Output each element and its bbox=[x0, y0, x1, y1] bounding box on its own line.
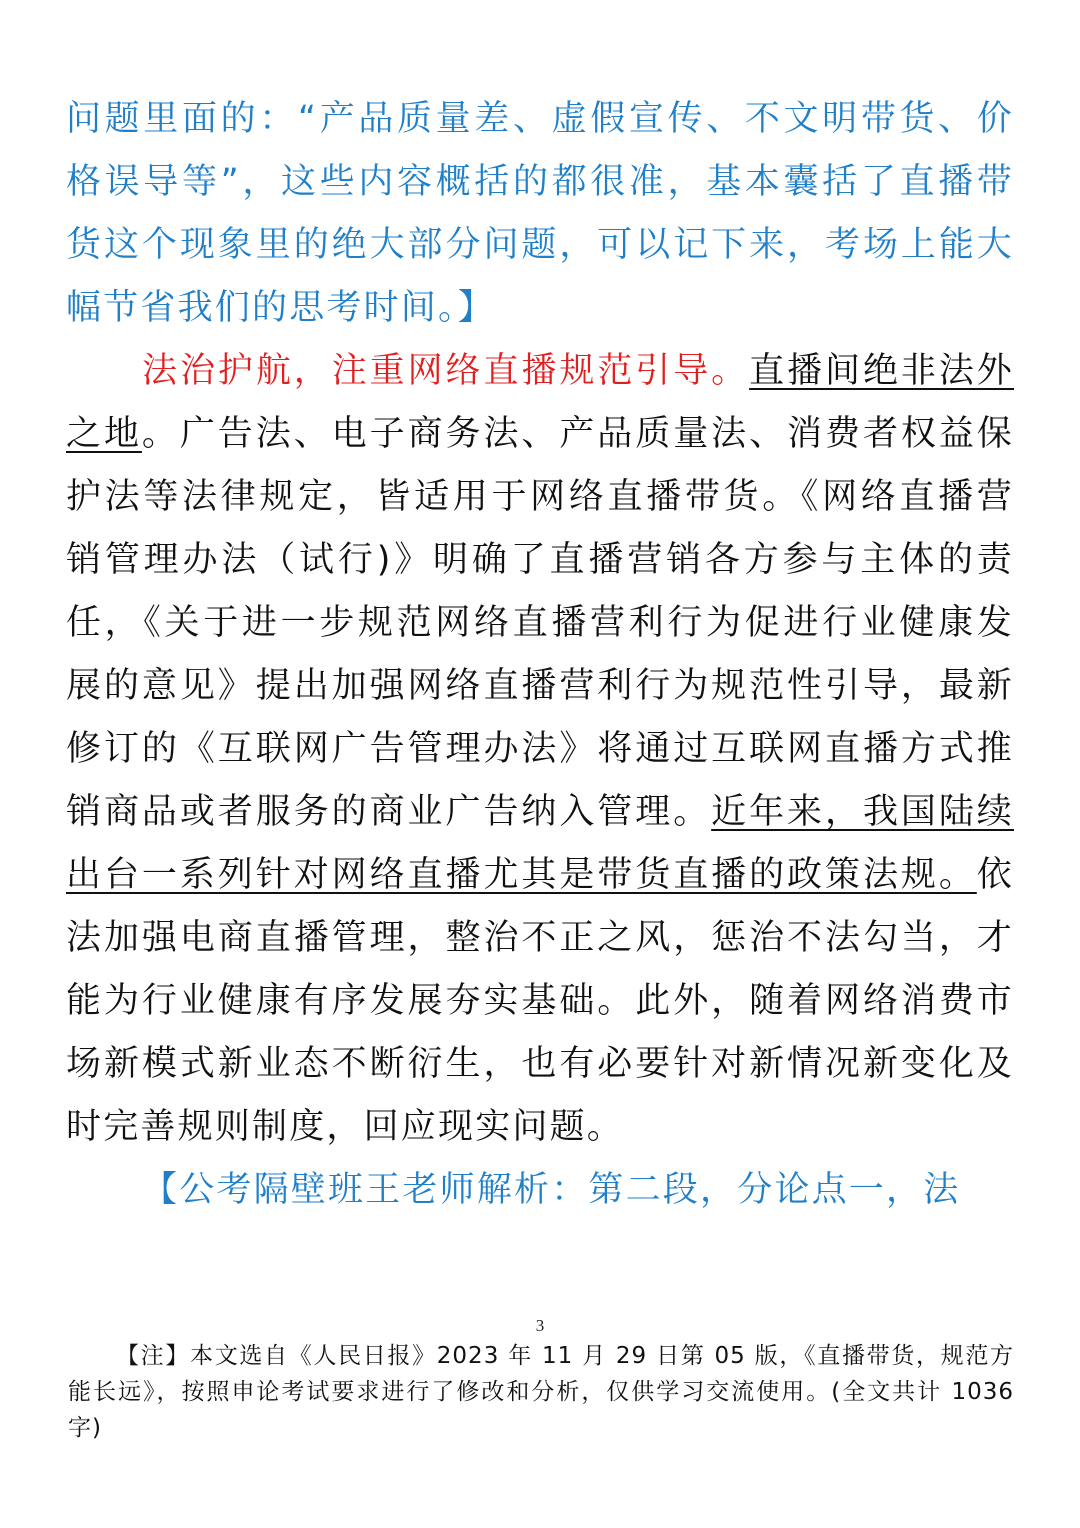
section-paragraph bbox=[66, 340, 1014, 1159]
body-text-1: 。广告法、电子商务法、产品质量法、消费者权益保护法等法律规定，皆适用于网络直播带货。《网络直播营销管理办法（试行)》明确了直播营销各方参与主体的责任，《关于进一步规范网络直播营利行为促进行业健康发展的意见》提出加强网络直播营利行为规范性引导，最新修订的《互联网广告管理办法》将通过互联网直播方式推销商品或者服务的商业广告纳入管理。 bbox=[66, 414, 1014, 832]
page-number: 3 bbox=[535, 1316, 545, 1335]
underlined-sentence-2: 近年来，我国陆续出台一系列针对网络直播尤其是带货直播的政策法规。 bbox=[66, 792, 1014, 895]
underlined-sentence-1: 直播间绝非法外之地 bbox=[66, 351, 1014, 454]
document-body bbox=[66, 88, 1014, 1222]
footnote: 【注】本文选自《人民日报》2023 年 11 月 29 日第 05 版，《直播带货，规范方能长远》，按照申论考试要求进行了修改和分析，仅供学习交流使用。(全文共计 1036 字) bbox=[68, 1343, 1014, 1441]
section-heading: 法治护航，注重网络直播规范引导。 bbox=[142, 351, 750, 391]
analysis-continuation: 问题里面的：“产品质量差、虚假宣传、不文明带货、价格误导等”，这些内容概括的都很准，基本囊括了直播带货这个现象里的绝大部分问题，可以记下来，考场上能大幅节省我们的思考时间。】 bbox=[66, 99, 1014, 328]
body-text-2: 依法加强电商直播管理，整治不正之风，惩治不法勾当，才能为行业健康有序发展夯实基础。此外，随着网络消费市场新模式新业态不断衍生，也有必要针对新情况新变化及时完善规则制度，回应现实问题。 bbox=[66, 855, 1014, 1147]
analysis-heading: 【公考隔壁班王老师解析：第二段，分论点一，法 bbox=[142, 1170, 961, 1210]
